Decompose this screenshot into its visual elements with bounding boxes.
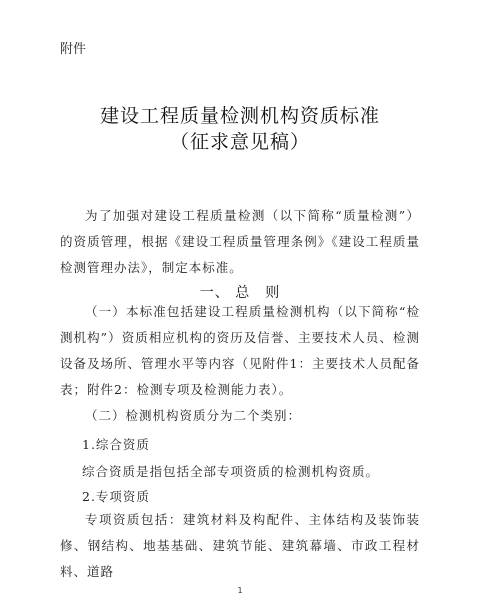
page-number: 1 bbox=[237, 586, 243, 595]
intro-paragraph: 为了加强对建设工程质量检测（以下简称“质量检测”）的资质管理，根据《建设工程质量管理条例》《建设工程质量检测管理办法》，制定本标准。 bbox=[60, 208, 420, 275]
list-item-title: 1.综合资质 bbox=[82, 437, 150, 452]
document-title: 建设工程质量检测机构资质标准 bbox=[99, 105, 380, 127]
list-item-title: 2.专项资质 bbox=[82, 489, 150, 504]
paragraph-scope: （一）本标准包括建设工程质量检测机构（以下简称“检测机构”）资质相应机构的资历及信誉、主要技术人员、检测设备及场所、管理水平等内容（见附件1：主要技术人员配备表；附件2：检测专项及检测能力表）。 bbox=[60, 304, 420, 397]
section-heading: 一、 总 则 bbox=[199, 285, 281, 301]
list-item-description: 专项资质包括：建筑材料及构配件、主体结构及装饰装修、钢结构、地基基础、建筑节能、建筑幕墙、市政工程材料、道路 bbox=[60, 512, 420, 579]
list-item-description: 综合资质是指包括全部专项资质的检测机构资质。 bbox=[82, 464, 380, 479]
paragraph-categories: （二）检测机构资质分为二个类别： bbox=[85, 408, 302, 423]
document-subtitle: （征求意见稿） bbox=[169, 131, 310, 153]
attachment-label: 附件 bbox=[60, 42, 87, 57]
